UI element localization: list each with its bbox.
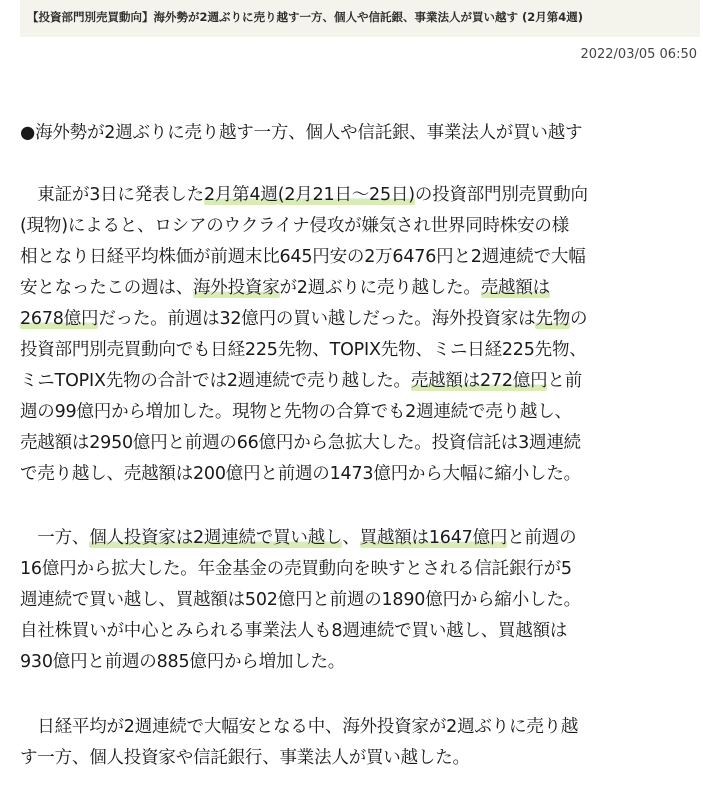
paragraph-3	[20, 712, 696, 774]
p1-line-9: 売越額は2950億円と前週の66億円から急拡大した。投資信託は3週連続	[20, 433, 581, 453]
p2-line-1: 一方、個人投資家は2週連続で買い越し、買越額は1647億円と前週の	[20, 528, 577, 548]
article-header	[20, 0, 700, 37]
p3-line-2: す一方、個人投資家や信託銀行、事業法人が買い越した。	[20, 748, 470, 768]
highlight-buy-amount: 買越額は1647億円	[359, 528, 508, 548]
p3-line-1: 日経平均が2週連続で大幅安となる中、海外投資家が2週ぶりに売り越	[20, 717, 579, 737]
lead-paragraph	[20, 118, 696, 149]
highlight-futures-sell-amount: 売越額は272億円	[410, 371, 548, 391]
article-title: 【投資部門別売買動向】海外勢が2週ぶりに売り越す一方、個人や信託銀、事業法人が買い越す (2月第4週)	[27, 10, 584, 24]
p2-line-4: 自社株買いが中心とみられる事業法人も8週連続で買い越し、買越額は	[20, 621, 568, 641]
p1-line-3: 相となり日経平均株価が前週末比645円安の2万6476円と2週連続で大幅	[20, 247, 586, 267]
p2-line-2: 16億円から拡大した。年金基金の売買動向を映すとされる信託銀行が5	[20, 559, 572, 579]
lead-line: ●海外勢が2週ぶりに売り越す一方、個人や信託銀、事業法人が買い越す	[20, 123, 583, 143]
p1-line-2: (現物)によると、ロシアのウクライナ侵攻が嫌気され世界同時株安の様	[20, 216, 570, 236]
p1-line-4: 安となったこの週は、海外投資家が2週ぶりに売り越した。売越額は	[20, 278, 550, 298]
paragraph-1	[20, 180, 696, 490]
highlight-futures: 先物	[535, 309, 571, 329]
highlight-foreign-investors: 海外投資家	[193, 278, 280, 298]
highlight-dates: (2月21日〜25日)	[277, 185, 415, 205]
p1-line-10: で売り越し、売越額は200億円と前週の1473億円から大幅に縮小した。	[20, 464, 581, 484]
p2-line-3: 週連続で買い越し、買越額は502億円と前週の1890億円から縮小した。	[20, 590, 581, 610]
p1-line-6: 投資部門別売買動向でも日経225先物、TOPIX先物、ミニ日経225先物、	[20, 340, 587, 360]
highlight-sell-amount-label: 売越額は	[480, 278, 550, 298]
p2-line-5: 930億円と前週の885億円から増加した。	[20, 652, 346, 672]
p1-line-1: 東証が3日に発表した2月第4週(2月21日〜25日)の投資部門別売買動向	[20, 185, 588, 205]
p1-line-8: 週の99億円から増加した。現物と先物の合算でも2週連続で売り越し、	[20, 402, 572, 422]
highlight-individual-investors: 個人投資家は2週連続で買い越し	[89, 528, 343, 548]
highlight-week: 2月第4週	[203, 185, 278, 205]
highlight-sell-amount: 2678億円	[20, 309, 99, 329]
p1-line-5: 2678億円だった。前週は32億円の買い越しだった。海外投資家は先物の	[20, 309, 588, 329]
paragraph-2	[20, 523, 696, 678]
p1-line-7: ミニTOPIX先物の合計では2週連続で売り越した。売越額は272億円と前	[20, 371, 583, 391]
publish-timestamp: 2022/03/05 06:50	[580, 47, 697, 62]
